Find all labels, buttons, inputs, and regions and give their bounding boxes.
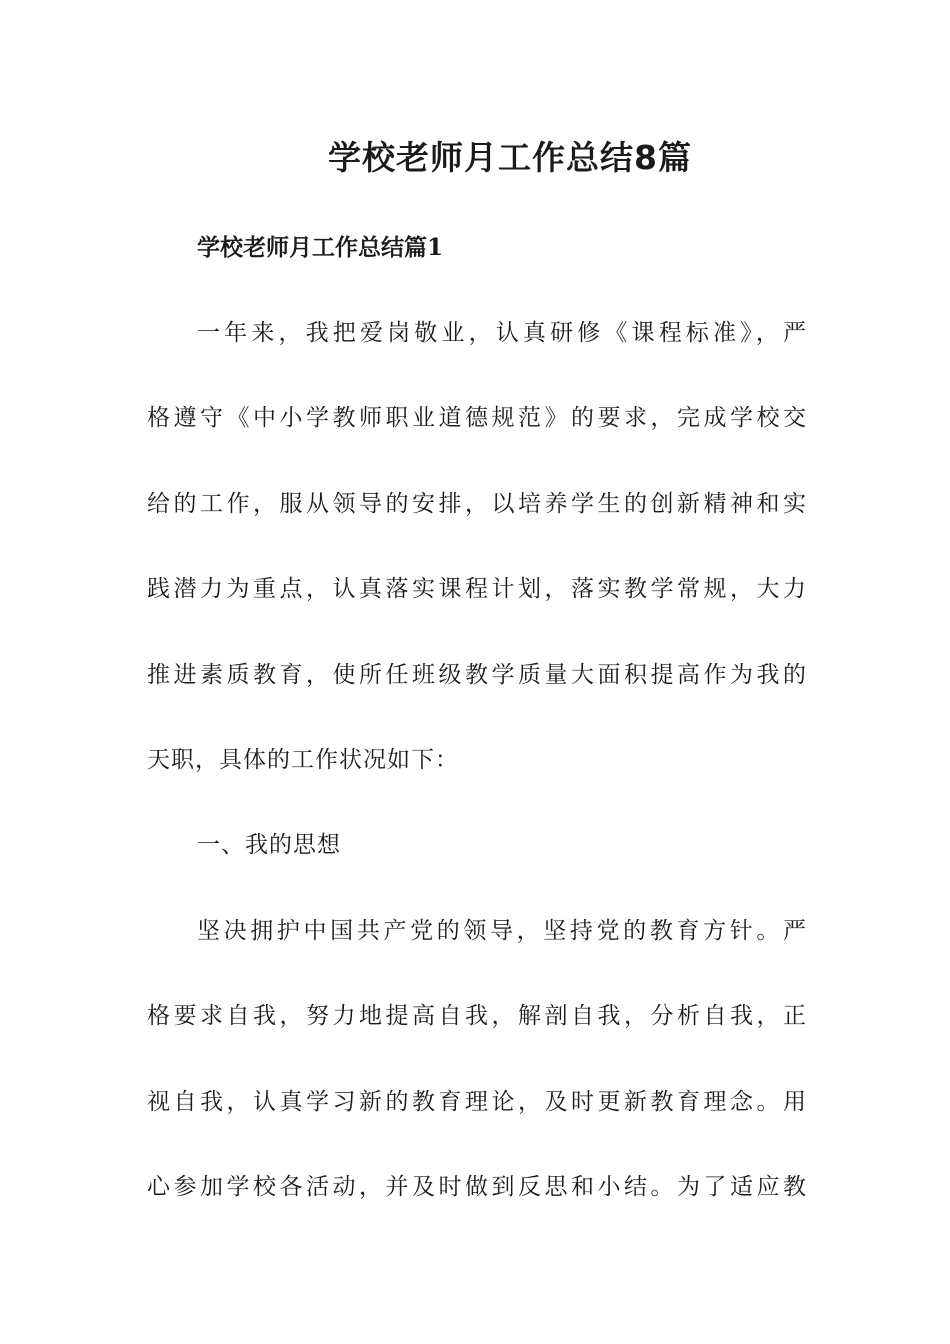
paragraph-line: 视自我，认真学习新的教育理论，及时更新教育理念。用 <box>147 1089 807 1115</box>
document-title: 学校老师月工作总结8篇 <box>328 138 692 177</box>
paragraph-line: 一年来，我把爱岗敬业，认真研修《课程标准》，严 <box>197 320 807 346</box>
paragraph-line: 践潜力为重点，认真落实课程计划，落实教学常规，大力 <box>147 576 807 602</box>
paragraph-line: 格遵守《中小学教师职业道德规范》的要求，完成学校交 <box>147 405 807 431</box>
paragraph-line: 格要求自我，努力地提高自我，解剖自我，分析自我，正 <box>147 1003 807 1029</box>
section-heading: 一、我的思想 <box>197 832 341 858</box>
section-title: 学校老师月工作总结篇1 <box>197 234 444 261</box>
paragraph-line: 给的工作，服从领导的安排，以培养学生的创新精神和实 <box>147 491 807 517</box>
paragraph-line: 天职，具体的工作状况如下： <box>147 747 459 773</box>
paragraph-line: 推进素质教育，使所任班级教学质量大面积提高作为我的 <box>147 662 807 688</box>
paragraph-line: 坚决拥护中国共产党的领导，坚持党的教育方针。严 <box>197 918 807 944</box>
paragraph-line: 心参加学校各活动，并及时做到反思和小结。为了适应教 <box>147 1174 807 1200</box>
